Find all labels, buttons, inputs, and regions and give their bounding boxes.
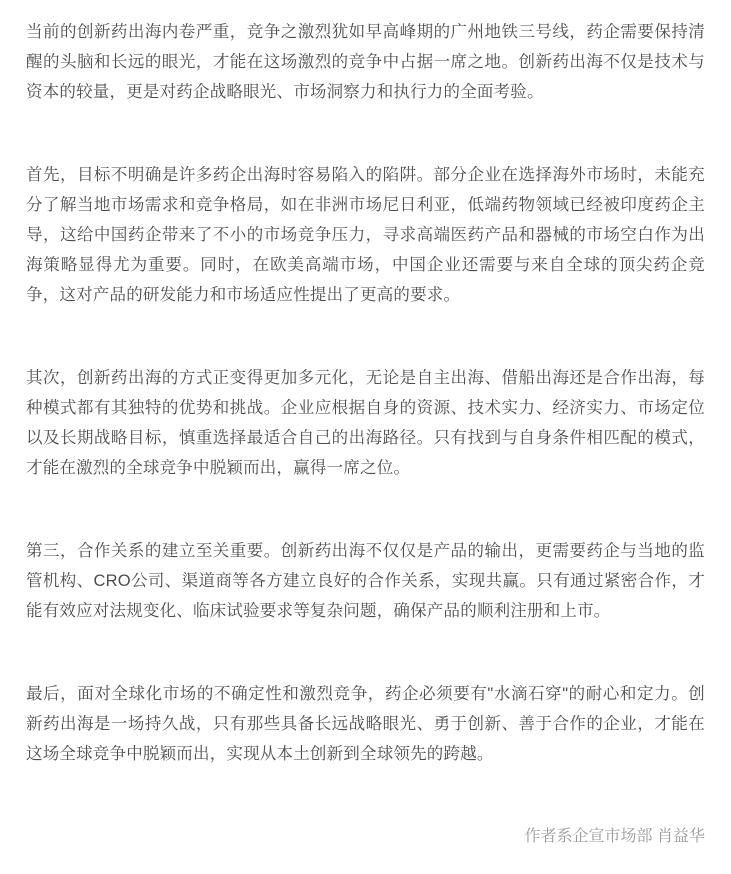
- paragraph-4: 第三，合作关系的建立至关重要。创新药出海不仅仅是产品的输出，更需要药企与当地的监管机构、CRO公司、渠道商等各方建立良好的合作关系，实现共赢。只有通过紧密合作，才能有效应对法规变化、临床试验要求等复杂问题，确保产品的顺利注册和上市。: [26, 542, 705, 620]
- paragraph-3: 其次，创新药出海的方式正变得更加多元化，无论是自主出海、借船出海还是合作出海，每种模式都有其独特的优势和挑战。企业应根据自身的资源、技术实力、经济实力、市场定位以及长期战略目标，慎重选择最适合自己的出海路径。只有找到与自身条件相匹配的模式，才能在激烈的全球竞争中脱颖而出，赢得一席之位。: [26, 369, 705, 477]
- paragraph-2: 首先，目标不明确是许多药企出海时容易陷入的陷阱。部分企业在选择海外市场时，未能充分了解当地市场需求和竞争格局，如在非洲市场尼日利亚，低端药物领域已经被印度药企主导，这给中国药企带来了不小的市场竞争压力，寻求高端医药产品和器械的市场空白作为出海策略显得尤为重要。同时，在欧美高端市场，中国企业还需要与来自全球的顶尖药企竞争，这对产品的研发能力和市场适应性提出了更高的要求。: [26, 166, 705, 304]
- paragraph-5: 最后，面对全球化市场的不确定性和激烈竞争，药企必须要有"水滴石穿"的耐心和定力。创新药出海是一场持久战，只有那些具备长远战略眼光、勇于创新、善于合作的企业，才能在这场全球竞争中脱颖而出，实现从本土创新到全球领先的跨越。: [26, 685, 705, 763]
- paragraph-1: 当前的创新药出海内卷严重，竞争之激烈犹如早高峰期的广州地铁三号线，药企需要保持清醒的头脑和长远的眼光，才能在这场激烈的竞争中占据一席之地。创新药出海不仅是技术与资本的较量，更是对药企战略眼光、市场洞察力和执行力的全面考验。: [26, 23, 705, 101]
- author-attribution: 作者系企宣市场部 肖益华: [524, 828, 705, 845]
